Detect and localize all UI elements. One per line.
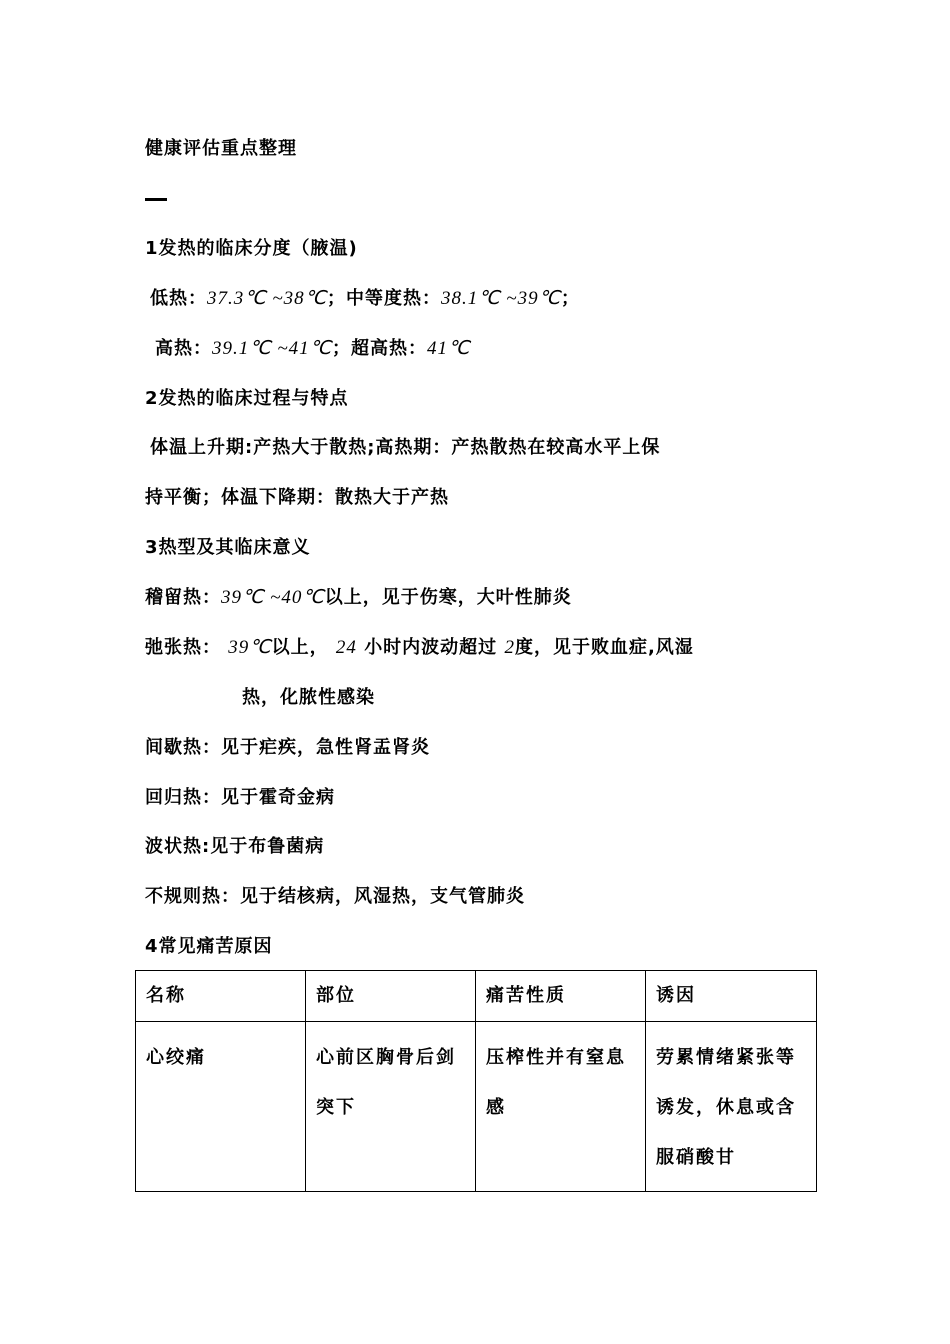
fever-process-heading: 2发热的临床过程与特点 [145,388,349,409]
irregular-fever: 不规则热：见于结核病，风湿热，支气管肺炎 [145,886,525,907]
remittent-fever-range: 39℃ [228,637,272,658]
intermittent-fever: 间歇热：见于疟疾，急性肾盂肾炎 [145,737,430,758]
table-cell-location: 心前区胸骨后剑突下 [306,1022,476,1192]
table-cell-name: 心绞痛 [136,1022,306,1192]
fever-process-text-1: 体温上升期:产热大于散热;高热期：产热散热在较高水平上保 [150,437,661,458]
column-header-location: 部位 [306,971,476,1022]
remittent-fever-continuation: 热，化脓性感染 [242,687,375,708]
fever-grading-line-2 [155,338,470,360]
section-number-one [145,198,167,201]
line-end: ； [560,288,580,309]
table-cell-nature: 压榨性并有窒息感 [476,1022,646,1192]
moderate-fever-range: 38.1℃ ~39℃ [440,288,561,309]
remittent-fever-hours: 24 [335,637,357,658]
pain-causes-table [135,970,817,1192]
pain-causes-heading: 4常见痛苦原因 [145,936,273,957]
super-high-fever-value: 41℃ [426,338,471,359]
fever-grading-line-1 [150,288,580,310]
table-header-row [136,971,817,1022]
moderate-fever-label: 中等度热： [345,288,441,309]
remittent-fever-degrees: 2 [504,637,515,658]
remittent-fever-text-c: 度，见于败血症,风湿 [514,637,694,658]
column-header-nature: 痛苦性质 [476,971,646,1022]
continued-fever-label: 稽留热： [145,587,221,608]
high-fever-range: 39.1℃ ~41℃ [212,338,332,359]
fever-grading-heading: 1发热的临床分度（腋温) [145,238,358,259]
low-fever-label: 低热： [150,288,207,309]
continued-fever [145,587,572,609]
fever-types-heading: 3热型及其临床意义 [145,537,311,558]
remittent-fever [145,637,694,659]
remittent-fever-label: 弛张热： [145,637,221,658]
separator: ； [331,338,351,359]
continued-fever-text: 以上，见于伤寒，大叶性肺炎 [324,587,572,608]
super-high-fever-label: 超高热： [350,338,427,359]
high-fever-label: 高热： [155,338,212,359]
separator: ； [326,288,346,309]
column-header-trigger: 诱因 [646,971,817,1022]
fever-process-text-2: 持平衡；体温下降期：散热大于产热 [145,487,449,508]
page-title: 健康评估重点整理 [145,138,297,159]
continued-fever-range: 39℃ ~40℃ [221,587,325,608]
remittent-fever-text-a: 以上， [271,637,329,658]
undulant-fever: 波状热:见于布鲁菌病 [145,836,325,857]
remittent-fever-text-b: 小时内波动超过 [364,637,498,658]
column-header-name: 名称 [136,971,306,1022]
recurrent-fever: 回归热：见于霍奇金病 [145,787,335,808]
table-cell-trigger: 劳累情绪紧张等诱发，休息或含服硝酸甘 [646,1022,817,1192]
table-row [136,1022,817,1192]
low-fever-range: 37.3℃ ~38℃ [207,288,327,309]
